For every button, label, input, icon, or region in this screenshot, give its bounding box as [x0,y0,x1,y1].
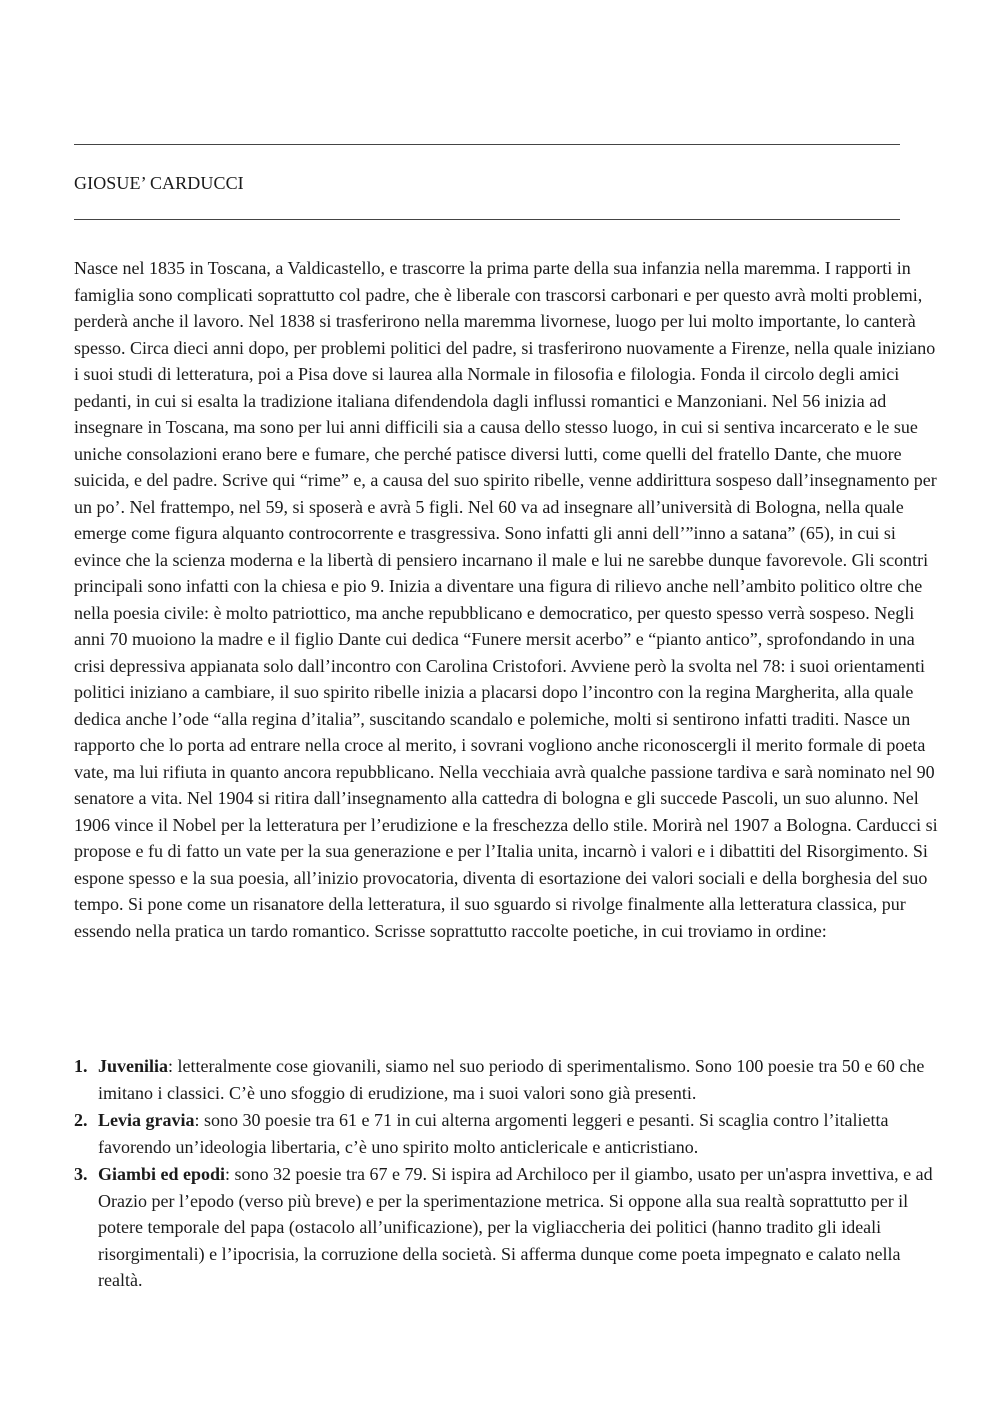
list-text: : sono 30 poesie tra 61 e 71 in cui alterna argomenti leggeri e pesanti. Si scaglia contro l’italietta favorendo un’ideologia libertaria, c’è uno spirito molto anticlericale e anticristiano. [98,1110,889,1157]
list-term: Levia gravia [98,1110,195,1130]
list-number: 3. [74,1164,88,1184]
rule-top [74,144,900,145]
list-text: : sono 32 poesie tra 67 e 79. Si ispira ad Archiloco per il giambo, usato per un'aspra invettiva, e ad Orazio per l’epodo (verso più breve) e per la sperimentazione metrica. Si oppone alla sua realtà soprattutto per il potere temporale del papa (ostacolo all’unificazione), per la vigliaccheria dei politici (hanno tradito gli ideali risorgimentali) e l’ipocrisia, la corruzione della società. Si afferma dunque come poeta impegnato e calato nella realtà. [98,1164,933,1290]
list-text: : letteralmente cose giovanili, siamo nel suo periodo di sperimentalismo. Sono 100 poesie tra 50 e 60 che imitano i classici. C’è uno sfoggio di erudizione, ma i suoi valori sono già presenti. [98,1056,925,1103]
list-number: 2. [74,1110,88,1130]
list-number: 1. [74,1056,88,1076]
rule-under-title [74,219,900,220]
works-list [74,1053,940,1295]
list-item [74,1161,940,1294]
list-term: Giambi ed epodi [98,1164,226,1184]
list-item [74,1107,940,1160]
document-title: GIOSUE’ CARDUCCI [74,173,244,193]
list-item [74,1053,940,1106]
list-term: Juvenilia [98,1056,169,1076]
body-paragraph: Nasce nel 1835 in Toscana, a Valdicastello, e trascorre la prima parte della sua infanzia nella maremma. I rapporti in famiglia sono complicati soprattutto col padre, che è liberale con trascorsi carbonari e per questo avrà molti problemi, perderà anche il lavoro. Nel 1838 si trasferirono nella maremma livornese, luogo per lui molto importante, lo canterà spesso. Circa dieci anni dopo, per problemi politici del padre, si trasferirono nuovamente a Firenze, nella quale iniziano i suoi studi di letteratura, poi a Pisa dove si laurea alla Normale in filosofia e filologia. Fonda il circolo degli amici pedanti, in cui si esalta la tradizione italiana difendendola dagli influssi romantici e Manzoniani. Nel 56 inizia ad insegnare in Toscana, ma sono per lui anni difficili sia a causa dello stesso luogo, in cui si sentiva incarcerato e le sue uniche consolazioni erano bere e fumare, che perché patisce diversi lutti, come quelli del fratello Dante, che muore suicida, e del padre. Scrive qui “rime” e, a causa del suo spirito ribelle, venne addirittura sospeso dall’insegnamento per un po’. Nel frattempo, nel 59, si sposerà e avrà 5 figli. Nel 60 va ad insegnare all’università di Bologna, nella quale emerge come figura alquanto controcorrente e trasgressiva. Sono infatti gli anni dell’”inno a satana” (65), in cui si evince che la scienza moderna e la libertà di pensiero incarnano il male e lui ne sarebbe dunque favorevole. Gli scontri principali sono infatti con la chiesa e pio 9. Inizia a diventare una figura di rilievo anche nell’ambito politico oltre che nella poesia civile: è molto patriottico, ma anche repubblicano e democratico, per questo spesso verrà sospeso. Negli anni 70 muoiono la madre e il figlio Dante cui dedica “Funere mersit acerbo” e “pianto antico”, sprofondando in una crisi depressiva appianata solo dall’incontro con Carolina Cristofori. Avviene però la svolta nel 78: i suoi orientamenti politici iniziano a cambiare, il suo spirito ribelle inizia a placarsi dopo l’incontro con la regina Margherita, alla quale dedica anche l’ode “alla regina d’italia”, suscitando scandalo e polemiche, molti si sentirono infatti traditi. Nasce un rapporto che lo porta ad entrare nella croce al merito, i sovrani vogliono anche riconoscergli il merito formale di poeta vate, ma lui rifiuta in quanto ancora repubblicano. Nella vecchiaia avrà qualche passione tardiva e sarà nominato nel 90 senatore a vita. Nel 1904 si ritira dall’insegnamento alla cattedra di bologna e gli succede Pascoli, un suo alunno. Nel 1906 vince il Nobel per la letteratura per l’erudizione e la freschezza dello stile. Morirà nel 1907 a Bologna. Carducci si propose e fu di fatto un vate per la sua generazione e per l’Italia unita, incarnò i valori e i dibattiti del Risorgimento. Si espone spesso e la sua poesia, all’inizio provocatoria, diventa di esortazione dei valori sociali e della borghesia del suo tempo. Si pone come un risanatore della letteratura, il suo sguardo si rivolge finalmente alla letteratura classica, pur essendo nella pratica un tardo romantico. Scrisse soprattutto raccolte poetiche, in cui troviamo in ordine: [74,258,938,941]
